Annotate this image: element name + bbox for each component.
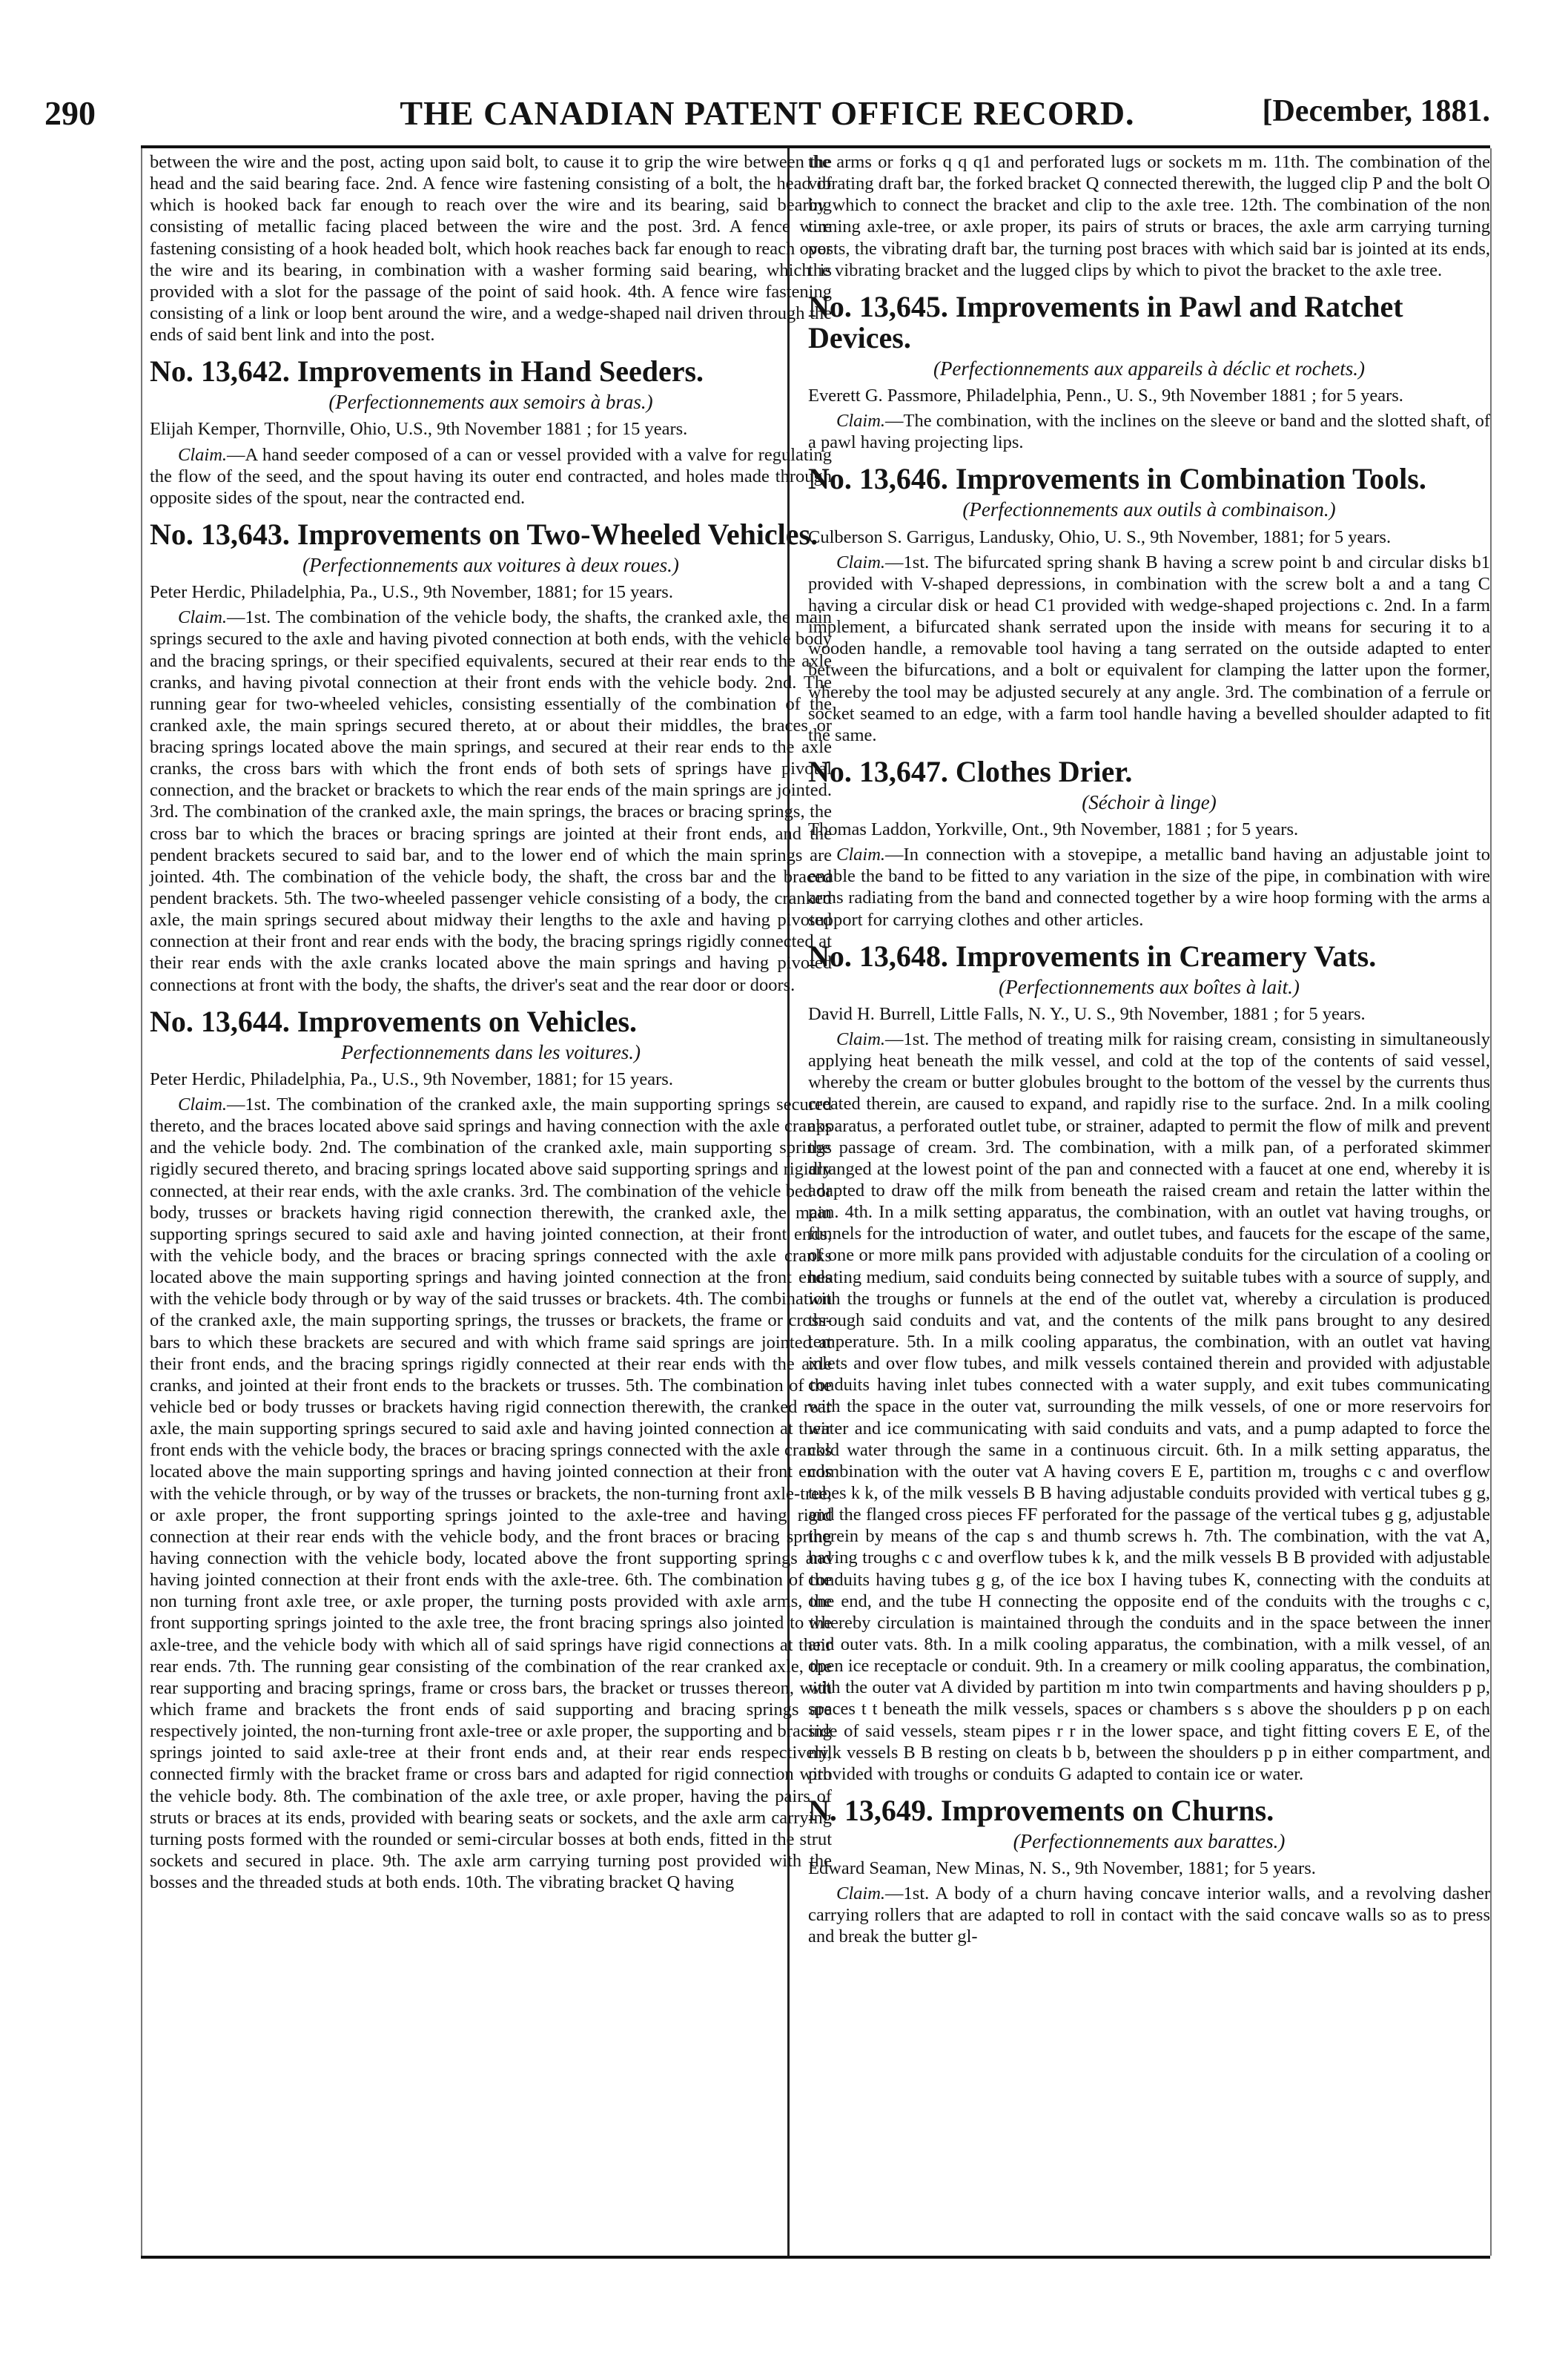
claim-label: Claim. — [836, 845, 886, 865]
right-border — [1490, 148, 1492, 2256]
journal-title: THE CANADIAN PATENT OFFICE RECORD. — [400, 94, 1135, 132]
patent-title: No. 13,647. Clothes Drier. — [808, 754, 1133, 788]
right-column — [808, 151, 1490, 1952]
claim-text — [150, 607, 832, 996]
footer-rule — [141, 2256, 1490, 2259]
claim-body: —1st. A body of a churn having concave interior walls, and a revolving dasher carrying rollers that are adapted to roll in contact with the said concave walls so as to press and break the butter gl- — [808, 1883, 1490, 1947]
patent-entry-13644 — [150, 1006, 832, 1893]
claim-text — [808, 410, 1490, 453]
patentee-line: Edward Seaman, New Minas, N. S., 9th November, 1881; for 5 years. — [808, 1858, 1316, 1879]
claim-body: —1st. The method of treating milk for raising cream, consisting in simultaneously applying heat beneath the milk vessel, and cold at the top of the contents of said vessel, whereby the cream or butter globules brought to the bottom of the vessel by the currents thus created therein, are caused to expand, and rapidly rise to the surface. 2nd. In a milk cooling apparatus, a perforated outlet tube, or strainer, adapted to permit the flow of milk and prevent the passage of cream. 3rd. The combination, with a milk pan, of a perforated skimmer arranged at the lowest point of the pan and connected with a faucet at one end, whereby it is adapted to draw off the milk from beneath the raised cream and retain the latter within the pan. 4th. In a milk setting apparatus, the combination, with an outlet vat having troughs, or funnels for the introduction of water, and outlet tubes, and faucets for the escape of the same, of one or more milk pans provided with adjustable conduits for the circulation of a cooling or heating medium, said conduits being connected by suitable tubes with a source of supply, and with the troughs or funnels at the end of the outlet vat, whereby a circulation is produced through said conduits and vat, and the contents of the milk pans brought to any desired temperature. 5th. In a milk cooling apparatus, the combination, with an outlet vat having inlets and over flow tubes, and milk vessels contained therein and provided with adjustable conduits having inlet tubes connected with a water supply, and exit tubes communicating with the space in the outer vat, surrounding the milk vessels, of one or more reservoirs for water and ice communicating with said conduits and vats, and a pump adapted to force the cold water through the same in a continuous circuit. 6th. In a milk setting apparatus, the combination with the outer vat A having covers E E, partition m, troughs c c and overflow tubes k k, of the milk vessels B B having adjustable conduits provided with vertical tubes g g, and the flanged cross pieces FF perforated for the passage of the vertical tubes g g, adjustable therein by means of the cap s and thumb screws h. 7th. The combination, with the vat A, having troughs c c and overflow tubes k k, and the milk vessels B B provided with adjustable conduits having tubes g g, of the ice box I having tubes K, connecting with the conduits at one end, and the tube H connecting the opposite end of the conduits with the troughs c c, whereby circulation is maintained through the conduits and in the space between the inner and outer vats. 8th. In a milk cooling apparatus, the combination, with a milk vessel, of an open ice receptacle or conduit. 9th. In a creamery or milk cooling apparatus, the combination, with the outer vat A divided by partition m into twin compartments and having shoulders p p, spaces t t beneath the milk vessels, spaces or chambers s s above the shoulders p p on each side of said vessels, steam pipes r r in the lower space, and tight fitting covers E E, of the milk vessels B B resting on cleats b b, between the shoulders p p in either compartment, and provided with troughs or conduits G adapted to contain ice or water. — [808, 1029, 1490, 1784]
patent-title: No. 13,645. Improvements in Pawl and Ratchet Devices. — [808, 289, 1403, 354]
patent-subtitle: (Perfectionnements aux appareils à déclic et rochets.) — [933, 357, 1366, 380]
continued-text: the arms or forks q q q1 and perforated lugs or sockets m m. 11th. The combination of the vibrating draft bar, the forked bracket Q connected therewith, the lugged clip P and the bolt O by which to connect the bracket and clip to the axle tree. 12th. The combination of the non turning axle-tree, or axle proper, its pairs of struts or braces, the axle arm carrying turning posts, the vibrating draft bar, the turning post braces with which said bar is jointed at its ends, the vibrating bracket and the lugged clips by which to pivot the bracket to the axle tree. — [808, 152, 1490, 280]
patent-title: N. 13,649. Improvements on Churns. — [808, 1793, 1274, 1827]
claim-label: Claim. — [178, 444, 228, 465]
claim-label: Claim. — [836, 1883, 886, 1904]
patentee-line: Thomas Laddon, Yorkville, Ont., 9th November, 1881 ; for 5 years. — [808, 819, 1299, 840]
patent-entry-13647 — [808, 756, 1490, 931]
continued-text: between the wire and the post, acting upon said bolt, to cause it to grip the wire between the head and the said bearing face. 2nd. A fence wire fastening consisting of a bolt, the head of which is hooked back far enough to reach over the wire and its bearing, said bearing consisting of metallic facing placed between the wire and the post. 3rd. A fence wire fastening consisting of a hook headed bolt, which hook reaches back far enough to reach over the wire and its bearing, in combination with a washer forming said bearing, which is provided with a slot for the passage of the point of said hook. 4th. A fence wire fastening consisting of a link or loop bent around the wire, and a wedge-shaped nail driven through the ends of said bent link and into the post. — [150, 152, 832, 346]
patent-entry-13649 — [808, 1795, 1490, 1948]
claim-label: Claim. — [178, 607, 228, 628]
patent-subtitle: (Perfectionnements aux outils à combinaison.) — [962, 498, 1336, 521]
patent-subtitle: (Perfectionnements aux semoirs à bras.) — [328, 391, 653, 414]
patent-subtitle: (Perfectionnements aux voitures à deux roues.) — [302, 553, 679, 576]
claim-label: Claim. — [836, 552, 886, 572]
patent-subtitle: (Perfectionnements aux barattes.) — [1013, 1829, 1286, 1852]
claim-body: —1st. The combination of the cranked axle, the main supporting springs secured thereto, and the braces located above said springs and having connection with the axle cranks and the vehicle body. 2nd. The combination of the cranked axle, main supporting springs rigidly secured thereto, and bracing springs located above said supporting springs and rigidly connected, at their rear ends, with the axle cranks. 3rd. The combination of the vehicle bed or body, trusses or brackets having rigid connection therewith, the cranked axle, the main supporting springs secured to said axle and having jointed connection, at their front ends, with the vehicle body, and the braces or bracing springs connected with the axle cranks located above the main supporting springs and having jointed connection at the front ends with the vehicle body through or by way of the said trusses or brackets. 4th. The combination of the cranked axle, the main supporting springs, the trusses or brackets, the frame or cross-bars to which these brackets are secured and with which frame said springs are jointed at their front ends, and the bracing springs rigidly connected at their rear ends with the axle cranks, and jointed at their front ends to the brackets or trusses. 5th. The combination of the vehicle bed or body trusses or brackets having rigid connection therewith, the cranked rear axle, the main supporting springs secured to said axle and having jointed connection at their front ends with the vehicle body, the braces or bracing springs connected with the axle cranks located above the main supporting springs and having jointed connection at their front ends with the vehicle through, or by way of the trusses or brackets, the non-turning front axle-tree, or axle proper, the front supporting springs jointed to the axle-tree and having rigid connection at their rear ends with the vehicle body, and the front braces or bracing spring having connection with the vehicle body, located above the front supporting springs and having jointed connection at their front ends with the axle-tree. 6th. The combination of the non turning front axle tree, or axle proper, the turning posts provided with axle arms, the front supporting springs jointed to the axle tree, the front bracing springs also jointed to the axle-tree, and the vehicle body with which all of said springs have rigid connections at their rear ends. 7th. The running gear consisting of the combination of the rear cranked axle, the rear supporting and bracing springs, frame or cross bars, the bracket or trusses thereon, with which frame and brackets the front ends of said supporting and bracing springs are respectively jointed, the non-turning front axle-tree or axle proper, the supporting and bracing springs jointed to said axle-tree at their front ends and, at their rear ends respectively, connected firmly with the bracket frame or cross bars and adapted for rigid connection with the vehicle body. 8th. The combination of the axle tree, or axle proper, having the pairs of struts or braces at its ends, provided with bearing seats or sockets, and the axle arm carrying turning posts formed with the rounded or semi-circular bosses at both ends, fitted in the strut sockets and secured in place. 9th. The axle arm carrying turning post provided with the bosses and the threaded studs at both ends. 10th. The vibrating bracket Q having — [150, 1094, 832, 1893]
patentee-line: David H. Burrell, Little Falls, N. Y., U. S., 9th November, 1881 ; for 5 years. — [808, 1003, 1366, 1024]
claim-body: —1st. The combination of the vehicle body, the shafts, the cranked axle, the main springs secured to the axle and having pivoted connection at both ends, with the vehicle body and the bracing springs, or their specified equivalents, secured at their rear ends to the axle cranks, and having pivotal connection at their front ends with the vehicle body. 2nd. The running gear for two-wheeled vehicles, consisting essentially of the combination of the cranked axle, the main springs secured thereto, at or about their middles, the braces or bracing springs located above the main springs, and secured at their rear ends to the axle cranks, the cross bars with which the front ends of both sets of springs have pivotal connection, and the bracket or brackets to which the rear ends of the main springs are jointed. 3rd. The combination of the cranked axle, the main springs, the braces or bracing springs, the cross bar to which the braces or bracing springs are jointed at their front ends, and the pendent brackets secured to said bar, and to the lower end of which the main springs are jointed. 4th. The combination of the vehicle body, the shaft, the cross bar and the braced pendent brackets. 5th. The two-wheeled passenger vehicle consisting of a body, the cranked axle, the main springs secured about midway their lengths to the axle and having pivoted connection at their front and rear ends with the body, the bracing springs rigidly connected at their rear ends with the axle cranks located above the main springs and having pivoted connections at front with the body, the shafts, the driver's seat and the rear door or doors. — [150, 607, 832, 995]
patent-entry-13643 — [150, 519, 832, 996]
page-number: 290 — [44, 94, 96, 132]
patent-title: No. 13,643. Improvements on Two-Wheeled Vehicles. — [150, 517, 818, 551]
claim-text — [808, 1028, 1490, 1785]
left-border — [141, 148, 142, 2256]
patent-subtitle: (Perfectionnements aux boîtes à lait.) — [999, 975, 1300, 998]
claim-body: —The combination, with the inclines on the sleeve or band and the slotted shaft, of a pawl having projecting lips. — [808, 411, 1490, 453]
claim-label: Claim. — [836, 411, 886, 432]
left-column — [150, 151, 832, 1897]
patent-entry-13648 — [808, 941, 1490, 1785]
issue-date: [December, 1881. — [1262, 94, 1490, 128]
patent-title: No. 13,642. Improvements in Hand Seeders. — [150, 354, 704, 389]
claim-text — [808, 844, 1490, 931]
patent-title: No. 13,648. Improvements in Creamery Vats. — [808, 939, 1377, 973]
claim-body: —A hand seeder composed of a can or vessel provided with a valve for regulating the flow of the seed, and the spout having its outer end contracted, and holes made through opposite sides of the spout, near the contracted end. — [150, 444, 832, 508]
patent-entry-13645 — [808, 291, 1490, 454]
patentee-line: Elijah Kemper, Thornville, Ohio, U.S., 9th November 1881 ; for 15 years. — [150, 419, 688, 440]
patent-title: No. 13,646. Improvements in Combination Tools. — [808, 462, 1426, 496]
patent-subtitle: Perfectionnements dans les voitures.) — [341, 1040, 641, 1063]
patent-entry-13642 — [150, 356, 832, 509]
claim-body: —In connection with a stovepipe, a metallic band having an adjustable joint to enable the band to be fitted to any variation in the size of the pipe, in combination with wire arms radiating from the band and connected together by a wire hoop forming with the arms a support for carrying clothes and other articles. — [808, 845, 1490, 930]
claim-text — [150, 1094, 832, 1893]
patentee-line: Peter Herdic, Philadelphia, Pa., U.S., 9th November, 1881; for 15 years. — [150, 582, 673, 603]
claim-label: Claim. — [178, 1094, 228, 1115]
page-header — [44, 93, 1490, 138]
patentee-line: Everett G. Passmore, Philadelphia, Penn., U. S., 9th November 1881 ; for 5 years. — [808, 385, 1403, 406]
patent-title: No. 13,644. Improvements on Vehicles. — [150, 1004, 638, 1038]
patent-entry-13646 — [808, 463, 1490, 746]
patent-subtitle: (Séchoir à linge) — [1082, 790, 1217, 813]
patentee-line: Culberson S. Garrigus, Landusky, Ohio, U. S., 9th November, 1881; for 5 years. — [808, 526, 1392, 547]
claim-body: —1st. The bifurcated spring shank B having a screw point b and circular disks b1 provided with V-shaped depressions, in combination with the screw bolt a and a tang C having a circular disk or head C1 provided with wedge-shaped projections c. 2nd. In a farm implement, a bifurcated shank serrated upon the inside with means for securing it to a wooden handle, a removable tool having a tang serrated on the outside adapted to enter between the bifurcations, and a bolt or equivalent for clamping the latter upon the former, whereby the tool may be adjusted securely at any angle. 3rd. The combination of a ferrule or socket seamed to an edge, with a farm tool handle having a bevelled shoulder adapted to fit the same. — [808, 552, 1490, 745]
claim-text — [808, 1883, 1490, 1947]
header-rule — [141, 145, 1490, 148]
patentee-line: Peter Herdic, Philadelphia, Pa., U.S., 9th November, 1881; for 15 years. — [150, 1069, 673, 1089]
claim-label: Claim. — [836, 1029, 886, 1050]
claim-text — [808, 552, 1490, 746]
claim-text — [150, 444, 832, 509]
